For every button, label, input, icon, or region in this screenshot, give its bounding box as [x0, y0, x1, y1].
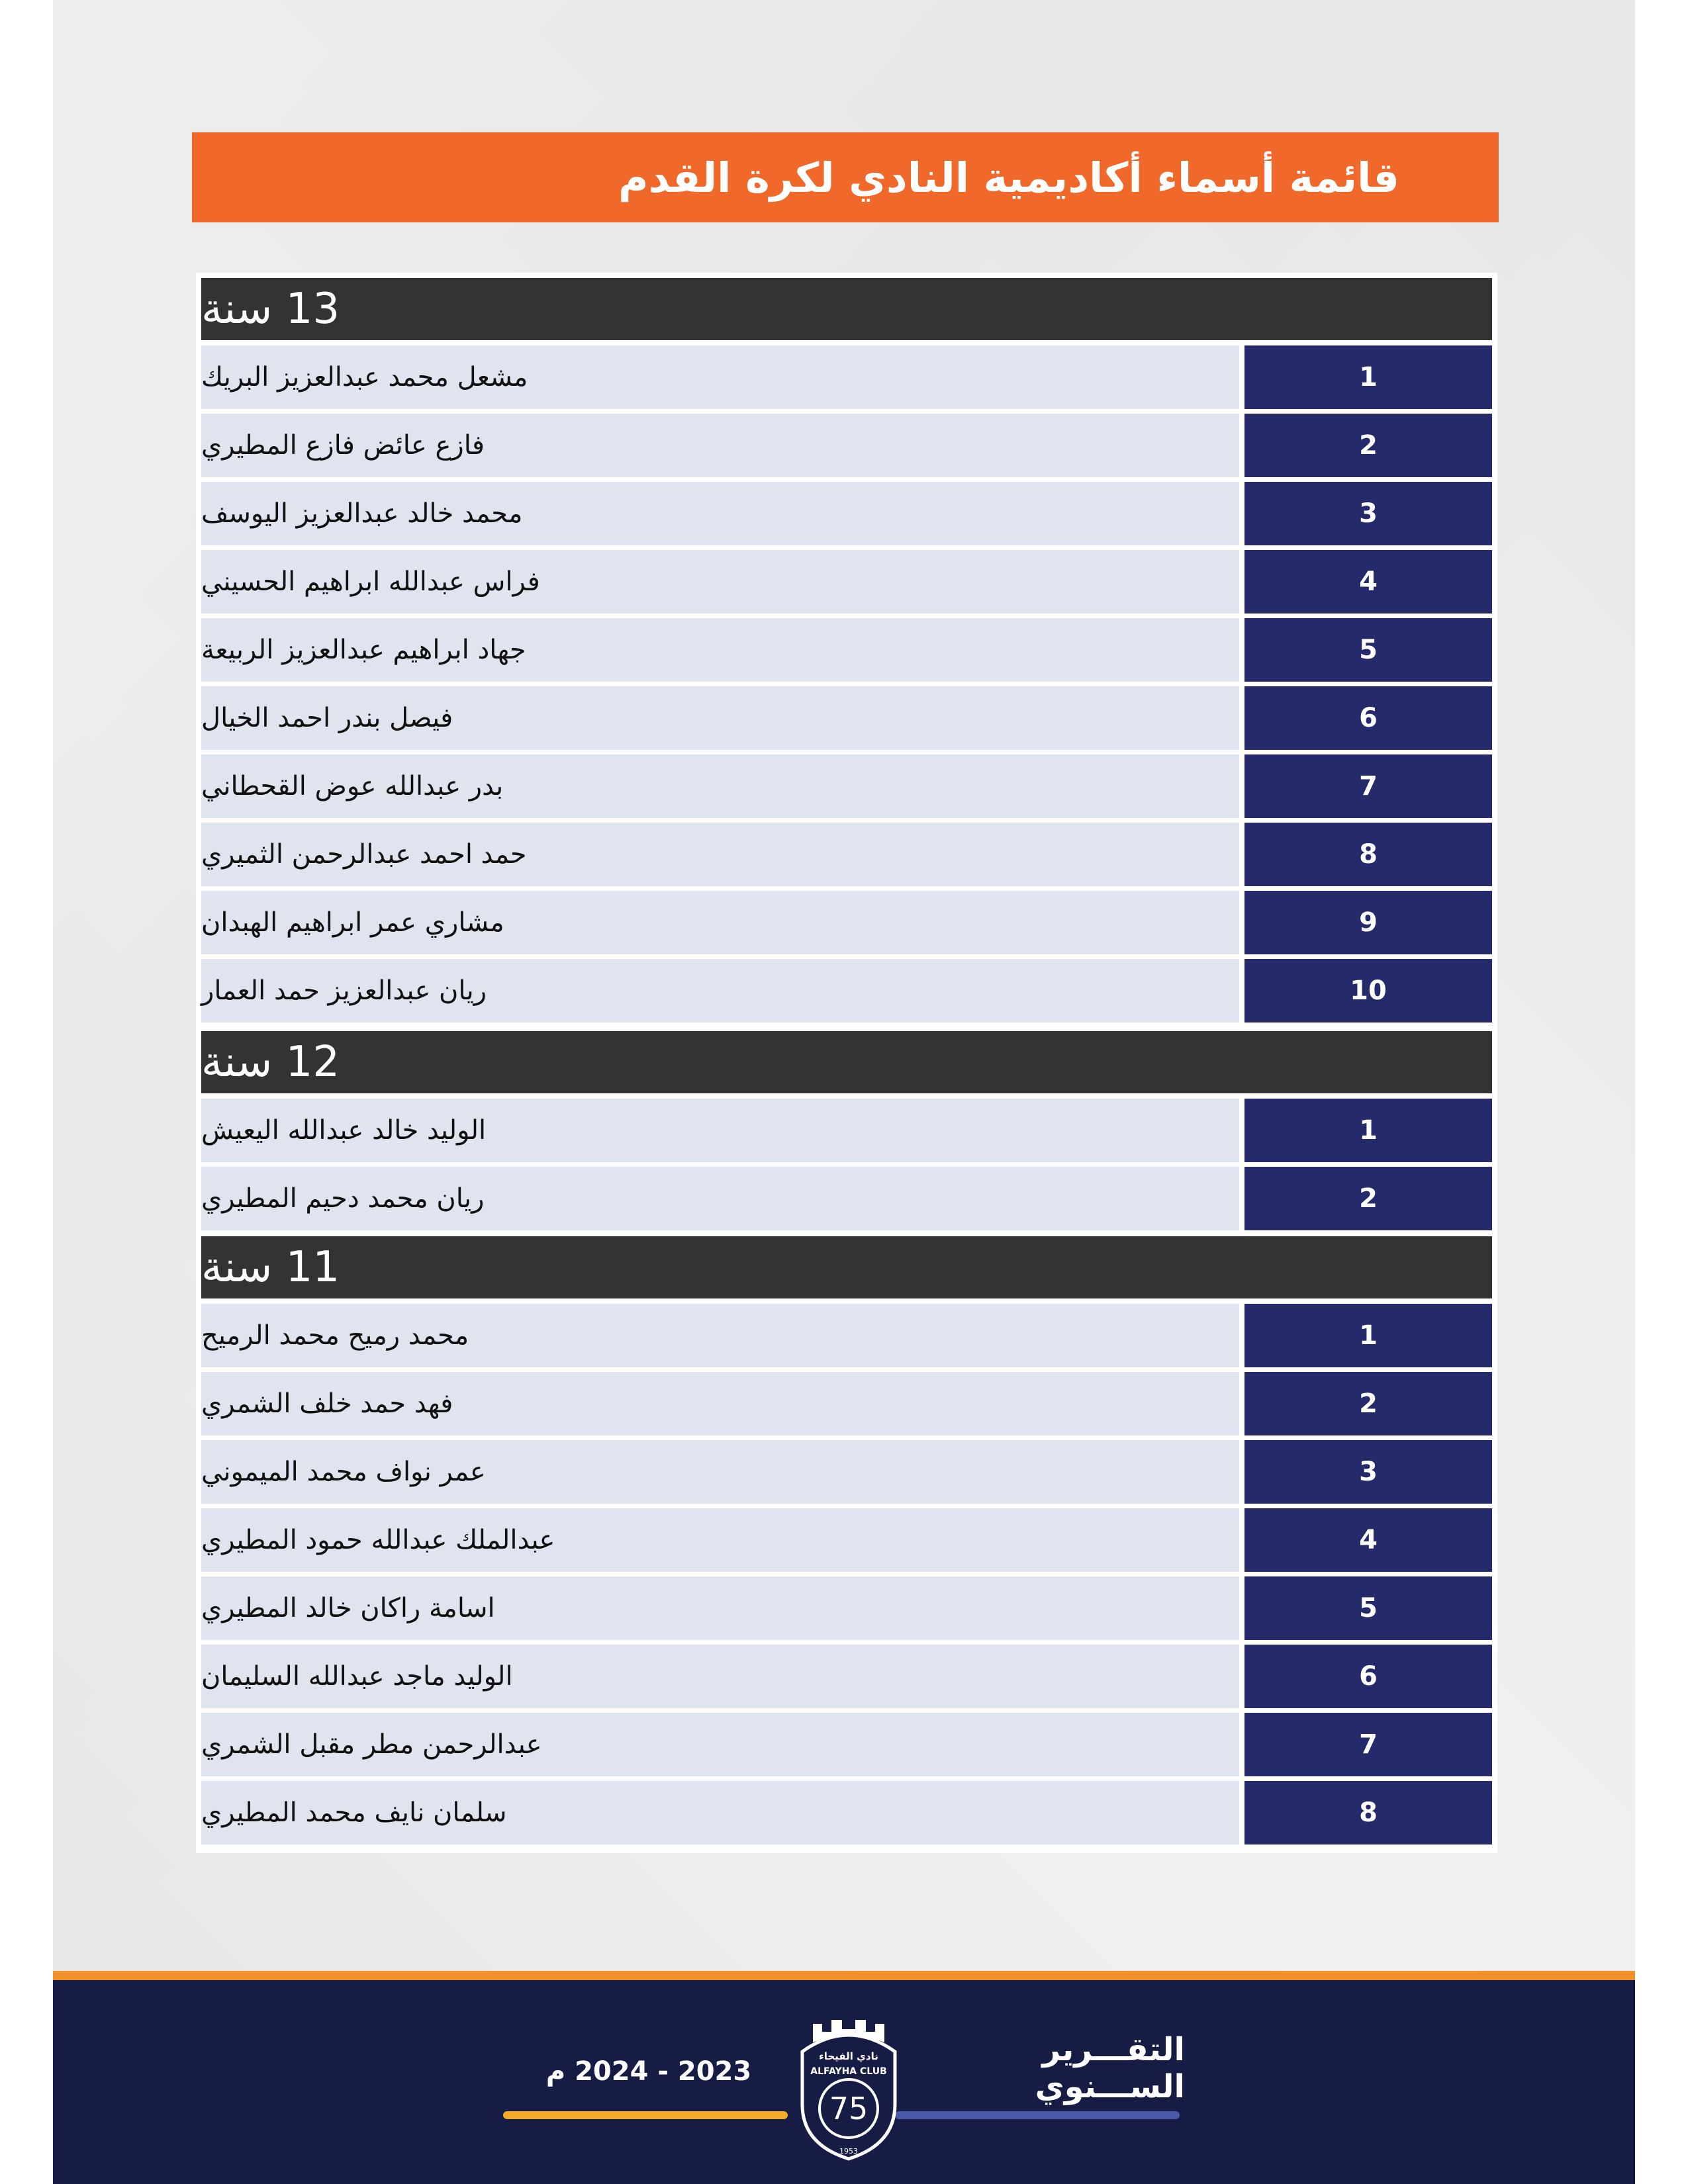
table-row	[201, 1645, 1492, 1708]
table-row	[201, 754, 1492, 818]
player-name: جهاد ابراهيم عبدالعزيز الربيعة	[201, 618, 1239, 682]
footer-accent-line	[53, 1971, 1635, 1980]
row-number: 1	[1244, 1099, 1492, 1162]
section-header-11: 11 سنة	[201, 1236, 1492, 1298]
row-number: 5	[1244, 1576, 1492, 1640]
row-number: 8	[1244, 1781, 1492, 1844]
player-name: الوليد خالد عبدالله اليعيش	[201, 1099, 1239, 1162]
player-name: مشاري عمر ابراهيم الهبدان	[201, 891, 1239, 954]
table-row	[201, 1167, 1492, 1230]
table-row	[201, 482, 1492, 545]
table-row	[201, 1099, 1492, 1162]
row-number: 2	[1244, 1167, 1492, 1230]
row-number: 3	[1244, 1440, 1492, 1504]
player-name: فراس عبدالله ابراهيم الحسيني	[201, 550, 1239, 614]
title-bar	[192, 132, 1499, 222]
player-name: فازع عائض فازع المطيري	[201, 414, 1239, 477]
table-row	[201, 618, 1492, 682]
player-name: ريان عبدالعزيز حمد العمار	[201, 959, 1239, 1023]
row-number: 10	[1244, 959, 1492, 1023]
player-name: مشعل محمد عبدالعزيز البريك	[201, 345, 1239, 409]
row-number: 6	[1244, 1645, 1492, 1708]
club-logo	[793, 2005, 904, 2164]
section-header-13: 13 سنة	[201, 278, 1492, 340]
player-name: فيصل بندر احمد الخيال	[201, 686, 1239, 750]
row-number: 1	[1244, 345, 1492, 409]
row-number: 5	[1244, 618, 1492, 682]
player-name: فهد حمد خلف الشمري	[201, 1372, 1239, 1435]
row-number: 3	[1244, 482, 1492, 545]
player-name: عبدالملك عبدالله حمود المطيري	[201, 1508, 1239, 1572]
table-row	[201, 1713, 1492, 1776]
row-number: 8	[1244, 823, 1492, 886]
section-header-12: 12 سنة	[201, 1031, 1492, 1093]
logo-english-text: ALFAYHA CLUB	[810, 2066, 887, 2077]
footer-underline-yellow	[503, 2111, 788, 2119]
player-name: الوليد ماجد عبدالله السليمان	[201, 1645, 1239, 1708]
table-row	[201, 891, 1492, 954]
player-name: محمد خالد عبدالعزيز اليوسف	[201, 482, 1239, 545]
table-row	[201, 1304, 1492, 1367]
page-title: قائمة أسماء أكاديمية النادي لكرة القدم	[618, 153, 1399, 202]
logo-number: 75	[829, 2091, 868, 2126]
annual-report-label: التقـــرير الســـنوي	[1035, 2031, 1185, 2105]
logo-year: 1953	[839, 2147, 858, 2156]
row-number: 7	[1244, 1713, 1492, 1776]
table-row	[201, 686, 1492, 750]
table-row	[201, 345, 1492, 409]
player-name: عمر نواف محمد الميموني	[201, 1440, 1239, 1504]
row-number: 7	[1244, 754, 1492, 818]
row-number: 1	[1244, 1304, 1492, 1367]
player-name: محمد رميح محمد الرميح	[201, 1304, 1239, 1367]
player-name: عبدالرحمن مطر مقبل الشمري	[201, 1713, 1239, 1776]
row-number: 4	[1244, 550, 1492, 614]
table-row	[201, 959, 1492, 1023]
table-row	[201, 1576, 1492, 1640]
row-number: 6	[1244, 686, 1492, 750]
year-label: 2023 - 2024 م	[545, 2056, 752, 2087]
player-name: سلمان نايف محمد المطيري	[201, 1781, 1239, 1844]
footer-underline-blue	[895, 2111, 1180, 2119]
table-row	[201, 550, 1492, 614]
table-row	[201, 1440, 1492, 1504]
table-row	[201, 823, 1492, 886]
roster-table	[196, 273, 1497, 1853]
table-row	[201, 1508, 1492, 1572]
player-name: ريان محمد دحيم المطيري	[201, 1167, 1239, 1230]
player-name: اسامة راكان خالد المطيري	[201, 1576, 1239, 1640]
logo-arabic-text: نادي الفيحاء	[819, 2050, 878, 2062]
row-number: 2	[1244, 1372, 1492, 1435]
table-row	[201, 1372, 1492, 1435]
row-number: 2	[1244, 414, 1492, 477]
player-name: حمد احمد عبدالرحمن الثميري	[201, 823, 1239, 886]
row-number: 4	[1244, 1508, 1492, 1572]
row-number: 9	[1244, 891, 1492, 954]
table-row	[201, 414, 1492, 477]
player-name: بدر عبدالله عوض القحطاني	[201, 754, 1239, 818]
table-row	[201, 1781, 1492, 1844]
